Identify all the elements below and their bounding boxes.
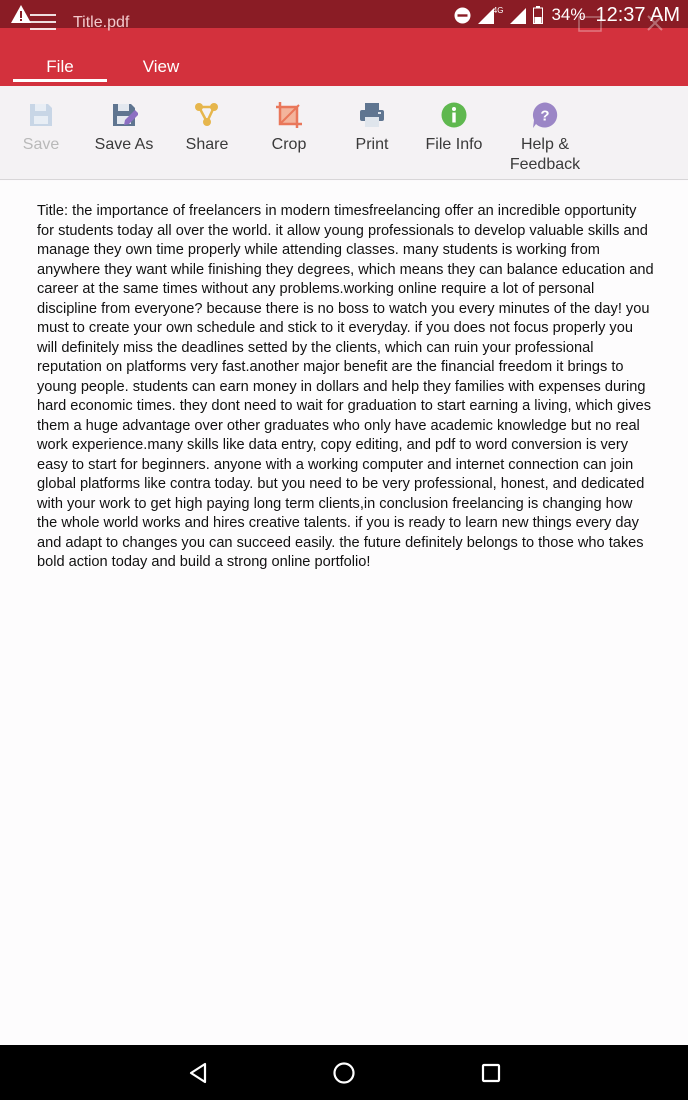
document-line: career at the same times without any problems.working online require a lot of personal: [37, 281, 595, 297]
file-toolbar: [0, 86, 688, 180]
document-line: young people. students can earn money in dollars and help they families with expenses during: [37, 378, 646, 395]
document-line: them a huge advantage over other graduates who only have academic knowledge but no real: [37, 417, 640, 434]
save-as-icon: [109, 100, 139, 130]
share-label: Share: [185, 136, 229, 153]
document-line: for students today all over the world. it allow young professionals to develop valuable skills and: [37, 222, 648, 239]
document-line: must to create your own schedule and stick to it everyday. if you does not focus properly you: [37, 320, 633, 336]
print-button[interactable]: [341, 86, 403, 179]
home-icon[interactable]: [332, 1061, 356, 1085]
document-line: work experience.many skills like data entry, copy editing, and pdf to word conversion is very: [37, 437, 629, 453]
help-label-line1: Help &: [520, 136, 569, 153]
document-line: anywhere they want while finishing they degrees, which means they can balance education and: [37, 261, 654, 278]
back-icon[interactable]: [187, 1061, 211, 1085]
print-label: Print: [355, 136, 389, 153]
document-line: global platforms like contra today. but you need to be very professional, honest, and dedicated: [37, 476, 645, 492]
document-line: manage they own time properly while attending classes. many students is working from: [37, 242, 600, 258]
help-label-line2: Feedback: [509, 156, 581, 173]
navigation-bar: [0, 1045, 688, 1100]
save-icon: [26, 100, 56, 130]
save-button[interactable]: [10, 86, 72, 179]
file-info-button[interactable]: [418, 86, 490, 179]
document-text: [37, 202, 652, 573]
network-type: 4G: [492, 5, 504, 15]
document-title: Title.pdf: [73, 14, 130, 31]
help-feedback-button[interactable]: [505, 86, 585, 179]
share-icon: [192, 100, 222, 130]
file-info-label: File Info: [425, 136, 483, 153]
warning-icon: [10, 4, 32, 24]
document-line: bold action today and build a strong online portfolio!: [37, 554, 371, 570]
document-view[interactable]: [0, 181, 688, 1045]
save-as-button[interactable]: [88, 86, 160, 179]
recent-apps-icon[interactable]: [479, 1061, 503, 1085]
document-line: discipline from everyone? because there is no boss to watch you every minutes of the day! you: [37, 300, 650, 317]
close-icon[interactable]: [646, 14, 664, 32]
tab-view[interactable]: View: [142, 57, 180, 76]
save-as-label: Save As: [94, 136, 154, 153]
signal-icon-2: [509, 7, 527, 24]
crop-label: Crop: [271, 136, 307, 153]
active-tab-indicator: [13, 79, 107, 82]
window-icon[interactable]: [578, 16, 602, 32]
print-icon: [357, 100, 387, 130]
document-line: reputation on platforms very fast.another major benefit are the financial freedom it brings to: [37, 359, 624, 375]
do-not-disturb-icon: [454, 7, 471, 24]
document-line: will definitely miss the deadlines setted by the clients, which can ruin your professional: [37, 339, 594, 356]
document-line: the whole world works and hires creative talents. if you is ready to learn new things every day: [37, 515, 639, 531]
document-line: with your work to get high paying long term clients,in conclusion freelancing is changing how: [37, 495, 633, 512]
document-line: easy to start for beginners. anyone with a working computer and internet connection can join: [37, 456, 634, 473]
svg-text:?: ?: [540, 107, 550, 125]
help-icon: [530, 100, 560, 130]
save-label: Save: [22, 136, 60, 153]
hamburger-menu-icon[interactable]: [30, 14, 56, 32]
help-feedback-label: [510, 135, 580, 175]
crop-button[interactable]: [258, 86, 320, 179]
document-line: Title: the importance of freelancers in modern timesfreelancing offer an incredible opportunity: [37, 203, 637, 219]
crop-icon: [274, 100, 304, 130]
battery-percent: 34%: [551, 5, 586, 24]
info-icon: [439, 100, 469, 130]
tab-file[interactable]: File: [46, 57, 74, 76]
document-line: hard economic times. they dont need to wait for graduation to start earning a living, which gives: [37, 398, 652, 414]
battery-icon: [533, 6, 543, 24]
document-line: and adapt to changes you can succeed easily. the future definitely belongs to those who takes: [37, 534, 644, 551]
share-button[interactable]: [176, 86, 238, 179]
clock: 12:37 AM: [595, 3, 680, 26]
